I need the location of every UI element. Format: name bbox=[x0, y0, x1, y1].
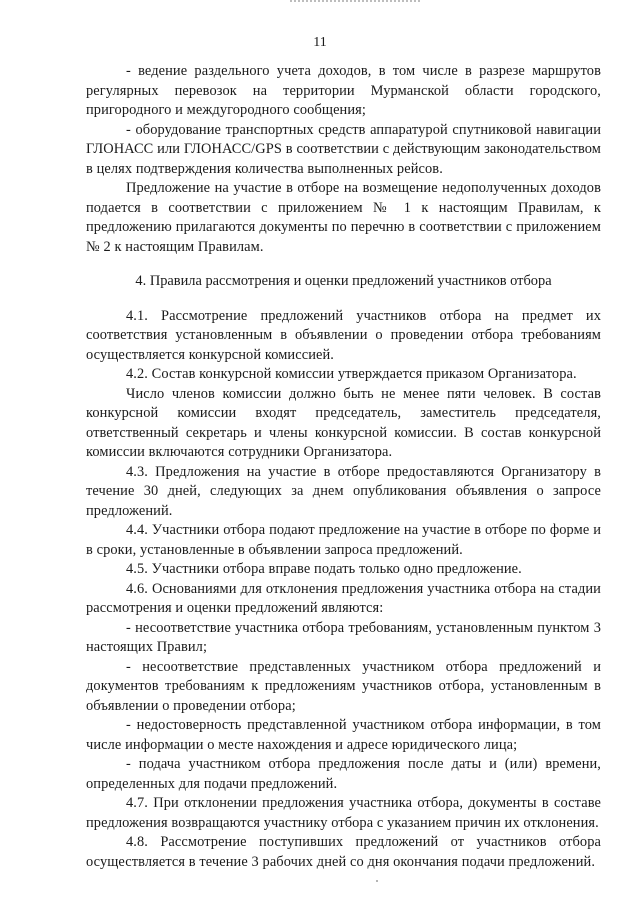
section-heading: 4. Правила рассмотрения и оценки предложений участников отбора bbox=[135, 273, 552, 289]
paragraph-reason-requirements: - несоответствие участника отбора требованиям, установленным пунктом 3 настоящих Правил; bbox=[86, 619, 601, 655]
paragraph-reason-documents: - несоответствие представленных участником отбора предложений и документов требованиям к предложениям участников отбора, установленным в объявлении о проведении отбора; bbox=[86, 658, 601, 714]
paragraph-reason-late: - подача участником отбора предложения после даты и (или) времени, определенных для подачи предложений. bbox=[86, 756, 601, 792]
page-number: 11 bbox=[313, 35, 327, 50]
paragraph-4-4: 4.4. Участники отбора подают предложение на участие в отборе по форме и в сроки, установленные в объявлении запроса предложений. bbox=[86, 522, 601, 558]
paragraph-4-7: 4.7. При отклонении предложения участника отбора, документы в составе предложения возвращаются участнику отбора с указанием причин их отклонения. bbox=[86, 795, 601, 831]
paragraph-proposal-submission: Предложение на участие в отборе на возмещение недополученных доходов подается в соответствии с приложением № 1 к настоящим Правилам, к предложению прилагаются документы по перечню в соответствии с приложением № 2 к настоящим Правилам. bbox=[86, 180, 601, 255]
scan-artifact-top bbox=[290, 0, 420, 6]
paragraph-bullet-glonass: - оборудование транспортных средств аппаратурой спутниковой навигации ГЛОНАСС или ГЛОНАСС/GPS в соответствии с действующим законодательством в целях подтверждения количества выполненных рейсов. bbox=[86, 121, 601, 177]
paragraph-4-5: 4.5. Участники отбора вправе подать только одно предложение. bbox=[126, 561, 522, 577]
paragraph-reason-information: - недостоверность представленной участником отбора информации, в том числе информации о месте нахождения и адресе юридического лица; bbox=[86, 717, 601, 753]
paragraph-4-8: 4.8. Рассмотрение поступивших предложений от участников отбора осуществляется в течение 3 рабочих дней со дня окончания подачи предложений. bbox=[86, 834, 601, 870]
paragraph-4-1: 4.1. Рассмотрение предложений участников отбора на предмет их соответствия установленным в объявлении о проведении отбора требованиям осуществляется конкурсной комиссией. bbox=[86, 307, 601, 363]
paragraph-bullet-accounting: - ведение раздельного учета доходов, в том числе в разрезе маршрутов регулярных перевозок на территории Мурманской области городского, пригородного и междугородного сообщения; bbox=[86, 63, 601, 118]
paragraph-4-2: 4.2. Состав конкурсной комиссии утверждается приказом Организатора. bbox=[126, 366, 577, 382]
paragraph-4-3: 4.3. Предложения на участие в отборе предоставляются Организатору в течение 30 дней, следующих за днем опубликования объявления о запросе предложений. bbox=[86, 463, 601, 519]
document-body bbox=[86, 62, 601, 872]
paragraph-4-6: 4.6. Основаниями для отклонения предложения участника отбора на стадии рассмотрения и оценки предложений являются: bbox=[86, 580, 601, 616]
scan-artifact-dot bbox=[376, 880, 378, 882]
paragraph-commission-members: Число членов комиссии должно быть не менее пяти человек. В состав конкурсной комиссии входят председатель, заместитель председателя, ответственный секретарь и члены конкурсной комиссии. В состав конкурсной комиссии включаются сотрудники Организатора. bbox=[86, 385, 601, 460]
